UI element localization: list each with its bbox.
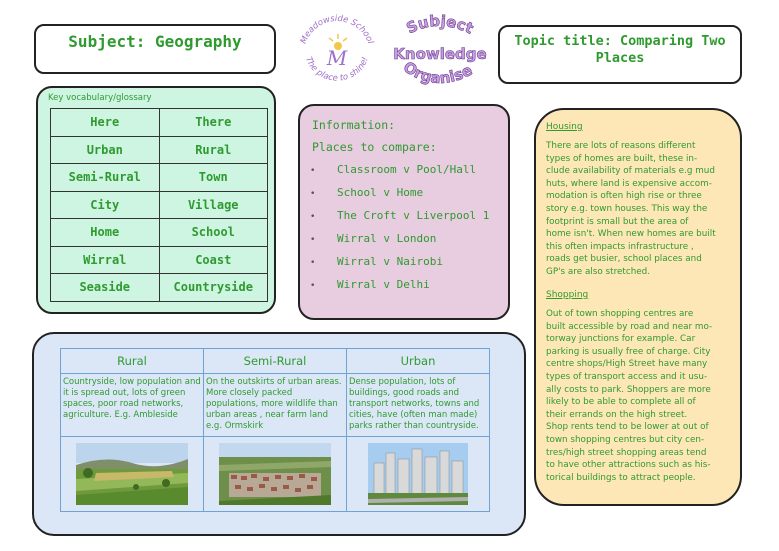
table-row <box>61 374 490 437</box>
place-pair: School v Home <box>337 186 424 199</box>
text-line: torway junctions for example. Car <box>546 334 696 345</box>
text-line: to have other attractions such as his- <box>546 460 711 471</box>
vocab-word: School <box>159 219 268 247</box>
text-line: GP's are also stretched. <box>546 266 651 277</box>
text-line: roads get busier, school places and <box>546 254 702 265</box>
area-name: Urban <box>347 349 490 374</box>
logo-arc-top: Meadowside School <box>298 14 376 46</box>
text-line: torical buildings to attract people. <box>546 472 696 483</box>
bullet: • <box>310 189 316 199</box>
organiser-line2: Knowledge <box>393 45 487 63</box>
list-item <box>310 158 489 181</box>
housing-shopping-panel <box>534 108 742 506</box>
rural-photo <box>76 443 188 505</box>
vocab-word: Town <box>159 164 268 192</box>
bullet: • <box>310 281 316 291</box>
text-line: types of homes are built, these in- <box>546 153 698 164</box>
text-line: parking is usually free of charge. City <box>546 346 711 357</box>
table-row <box>51 109 268 137</box>
list-item <box>310 250 489 273</box>
table-row <box>61 437 490 512</box>
text-line: home isn't. When new homes are built <box>546 229 716 240</box>
area-description: Dense population, lots of buildings, good roads and transport networks, towns and cities, have (often man made) parks rather than countryside. <box>347 374 490 437</box>
information-panel <box>298 104 510 320</box>
vocab-word: Urban <box>51 136 160 164</box>
bullet: • <box>310 258 316 268</box>
topic-title: Topic title: Comparing Two Places <box>514 33 726 66</box>
housing-text <box>546 140 736 279</box>
organiser-line3: Organise <box>400 57 476 88</box>
area-description: On the outskirts of urban areas. More closely packed populations, more wildlife than urban areas , near farm land e.g. Ormskirk <box>204 374 347 437</box>
text-line: centre shops/High Street have many <box>546 359 708 370</box>
rural-photo-cell <box>61 437 204 512</box>
subject-title: Subject: Geography <box>68 32 242 51</box>
table-row <box>51 246 268 274</box>
logo-arc-bottom: The place to shine! <box>303 55 371 84</box>
vocab-word: Rural <box>159 136 268 164</box>
list-item <box>310 227 489 250</box>
organiser-line1: Subject <box>403 12 477 38</box>
table-row <box>61 349 490 374</box>
vocab-word: Wirral <box>51 246 160 274</box>
bullet: • <box>310 212 316 222</box>
vocab-word: Countryside <box>159 274 268 302</box>
school-logo <box>296 14 378 90</box>
place-pair: Classroom v Pool/Hall <box>337 163 477 176</box>
table-row <box>51 191 268 219</box>
text-line: built accessible by road and near mo- <box>546 321 713 332</box>
vocab-word: Village <box>159 191 268 219</box>
text-line: modation is often high rise or three <box>546 191 702 202</box>
text-line: likely to be able to complete all of <box>546 397 696 408</box>
list-item <box>310 181 489 204</box>
organiser-wordart <box>392 12 488 94</box>
place-pair: Wirral v London <box>337 232 437 245</box>
text-line: ally costs to park. Shoppers are more <box>546 384 711 395</box>
text-line: their errands on the high street. <box>546 409 688 420</box>
svg-text:Meadowside School <box>299 14 376 46</box>
logo-monogram: M <box>326 46 348 70</box>
text-line: types of transport access and it usu- <box>546 371 708 382</box>
text-line: huts, where land is expensive accom- <box>546 178 712 189</box>
shopping-text <box>546 308 736 484</box>
area-comparison-panel <box>32 332 526 536</box>
urban-photo <box>368 443 468 505</box>
place-pair: Wirral v Nairobi <box>337 255 443 268</box>
semi-rural-photo-cell <box>204 437 347 512</box>
vocab-word: Semi-Rural <box>51 164 160 192</box>
urban-photo-cell <box>347 437 490 512</box>
list-item <box>310 273 489 296</box>
table-row <box>51 219 268 247</box>
table-row <box>51 164 268 192</box>
table-row <box>51 136 268 164</box>
place-pair: Wirral v Delhi <box>337 278 430 291</box>
svg-text:Subject <box>404 12 477 38</box>
information-heading: Information: <box>312 118 396 132</box>
semi-rural-photo <box>219 443 331 505</box>
text-line: Out of town shopping centres are <box>546 309 694 319</box>
topic-box <box>498 25 742 84</box>
text-line: footprint is small but the area of <box>546 216 689 227</box>
vocab-word: Home <box>51 219 160 247</box>
bullet: • <box>310 235 316 245</box>
text-line: There are lots of reasons different <box>546 141 696 151</box>
subject-box <box>34 24 276 74</box>
bullet: • <box>310 166 316 176</box>
area-comparison-table <box>60 348 490 512</box>
area-name: Semi-Rural <box>204 349 347 374</box>
places-list <box>310 158 489 296</box>
housing-heading: Housing <box>546 122 583 132</box>
vocab-word: Seaside <box>51 274 160 302</box>
vocabulary-label: Key vocabulary/glossary <box>48 93 152 103</box>
vocab-word: Coast <box>159 246 268 274</box>
vocabulary-panel <box>36 86 276 314</box>
text-line: tres/high street shopping areas tend <box>546 447 707 458</box>
vocab-word: Here <box>51 109 160 137</box>
text-line: town shopping centres but city cen- <box>546 434 705 445</box>
vocabulary-table <box>50 108 268 302</box>
text-line: this often impacts infrastructure , <box>546 241 694 252</box>
text-line: Shop rents tend to be lower at out of <box>546 422 709 433</box>
places-heading: Places to compare: <box>312 140 437 154</box>
place-pair: The Croft v Liverpool 1 <box>337 209 490 222</box>
text-line: clude availability of materials e.g mud <box>546 166 715 177</box>
area-name: Rural <box>61 349 204 374</box>
vocab-word: There <box>159 109 268 137</box>
area-description: Countryside, low population and it is spread out, lots of green spaces, poor road networks, agriculture. E.g. Ambleside <box>61 374 204 437</box>
table-row <box>51 274 268 302</box>
vocab-word: City <box>51 191 160 219</box>
list-item <box>310 204 489 227</box>
text-line: story e.g. town houses. This way the <box>546 203 708 214</box>
shopping-heading: Shopping <box>546 290 589 300</box>
